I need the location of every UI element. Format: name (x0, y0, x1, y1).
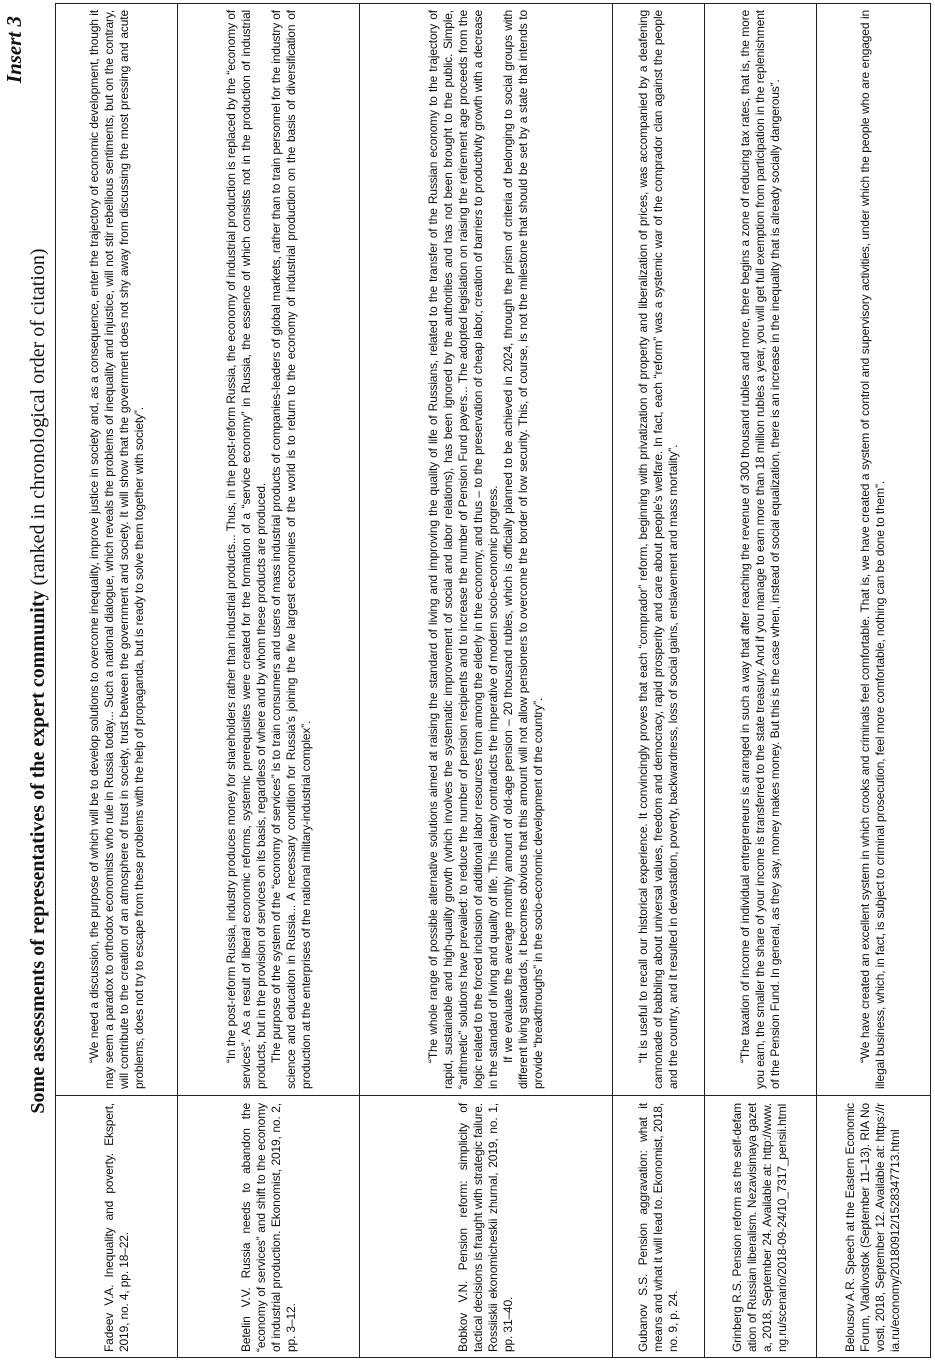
table-title (26, 0, 50, 1362)
quote-cell (612, 4, 704, 1096)
source-cell: Gubanov S.S. Pension aggravation: what it means and what it will lead to. Ekonomist, 2018, no. 9, p. 24. (612, 1096, 704, 1358)
quote-paragraph: If we evaluate the average monthly amount of old-age pension – 20 thousand rubles, which is officially planned to be achieved in 2024, through the prism of criteria of belonging to social groups with different living standards, it becomes obvious that this amount will not allow pensioners to overcome the border of low security. This, of course, is not the milestone that should be set by a state that intends to provide “breakthroughs” in the socio-economic development of the country”. (500, 10, 545, 1089)
source-cell: Fadeev V.A. Inequality and poverty. Ekspert, 2019, no. 4, pp. 18–22. (56, 1096, 178, 1358)
quote-cell (178, 4, 360, 1096)
quote-cell (816, 4, 930, 1096)
table-row (816, 4, 930, 1358)
quote-paragraph: “The taxation of income of individual entrepreneurs is arranged in such a way that after reaching the revenue of 300 thousand rubles and more, there begins a zone of reducing tax rates, that is, the more you earn, the smaller the share of your income is transferred to the state treasury. And if you manage to earn more than 18 million rubles a year, you will get full exemption from participation in the replenishment of the Pension Fund. In general, as they say, money makes money. But this is the case when, instead of social equalization, there is an increase in the inequality that is already socially dangerous”. (737, 10, 782, 1089)
quote-paragraph: “We have created an excellent system in which crooks and criminals feel comfortable. That is, we have created a system of control and supervisory activities, under which the people who are engaged in illegal business, which, in fact, is subject to criminal prosecution, feel more comfortable, nothing can be done to them”. (858, 10, 888, 1089)
quote-paragraph: “We need a discussion, the purpose of which will be to develop solutions to overcome inequality, improve justice in society and, as a consequence, enter the trajectory of economic development, though it may seem a paradox to orthodox economists who rule in Russia today... Such a national dialogue, which reveals the problems of inequality and injustice, will not stir rebellious sentiments, but on the contrary, will contribute to the creation of an atmosphere of trust in society, trust between the government and society. It will show that the government does not shy away from discussing the most pressing and acute problems, does not try to escape from these problems with the help of propaganda, but is ready to solve them together with society”. (86, 10, 146, 1089)
quote-paragraph: “In the post-reform Russia, industry produces money for shareholders rather than industrial products... Thus, in the post-reform Russia, the economy of industrial production is replaced by the “economy of services”. As a result of liberal economic reforms, systemic prerequisites were created for the formation of a “service economy” in Russia, the essence of which consists not in the production of industrial products, but in the provision of services on its basis, regardless of where and by whom these products are produced. (223, 10, 268, 1089)
table-row (56, 4, 178, 1358)
table-row (612, 4, 704, 1358)
source-cell: Belousov A.R. Speech at the Eastern Economic Forum, Vladivostok (September 11–13). RIA Novosti, 2018, September 12. Available at: https://ria.ru/economy/20180912/1528347713.html (816, 1096, 930, 1358)
source-cell: Betelin V.V. Russia needs to abandon the “economy of services” and shift to the economy of industrial production. Ekonomist, 2019, no. 2, pp. 3–12. (178, 1096, 360, 1358)
source-cell: Grinberg R.S. Pension reform as the self-defamation of Russian liberalism. Nezavisimaya gazeta, 2018, September 24. Available at: http://www.ng.ru/scenario/2018-09-24/10_7317_pensii.html (704, 1096, 816, 1358)
quote-cell (359, 4, 612, 1096)
quote-cell (56, 4, 178, 1096)
table-row (704, 4, 816, 1358)
assessments-table (55, 3, 931, 1358)
quote-paragraph: “The whole range of possible alternative solutions aimed at raising the standard of living and improving the quality of life of Russians, related to the transfer of the Russian economy to the trajectory of rapid, sustainable and high-quality growth (which involves the systematic improvement of social and labor relations), has been ignored by the authorities and has not been brought to the public. Simple, “arithmetic” solutions have prevailed: to reduce the number of pension recipients and to increase the number of Pension Fund payers... The adopted legislation on raising the retirement age proceeds from the logic related to the forced inclusion of additional labor resources from among the elderly in the economy, and thus – to the preservation of cheap labor, creation of barriers to productivity growth with a decrease in the standard of living and quality of life. This clearly contradicts the imperative of modern socio-economic progress. (425, 10, 500, 1089)
table-row (359, 4, 612, 1358)
table-title-note: (ranked in chronological order of citation) (27, 248, 49, 586)
quote-cell (704, 4, 816, 1096)
quote-paragraph: “It is useful to recall our historical experience. It convincingly proves that each “comprador” reform, beginning with privatization of property and liberalization of prices, was accompanied by a deafening cannonade of babbling about universal values, freedom and democracy, rapid prosperity and care about people’s welfare. In fact, each “reform” was a systemic war of the comprador clan against the people and the country, and it resulted in devastation, poverty, backwardness, loss of social gains, enslavement and mass mortality”. (635, 10, 680, 1089)
insert-label: Insert 3 (2, 16, 26, 84)
table-row (178, 4, 360, 1358)
table-title-main: Some assessments of representatives of the expert community (27, 590, 49, 1114)
quote-paragraph: The purpose of the system of the “economy of services” is to train consumers and users of mass industrial products of companies-leaders of global markets, rather than to train personnel for the industry of science and education in Russia... A necessary condition for Russia’s joining the five largest economies of the world is to return to the economy of industrial production on the basis of diversification of production at the enterprises of the national military-industrial complex”. (268, 10, 313, 1089)
source-cell: Bobkov V.N. Pension reform: simplicity of tactical decisions is fraught with strategic failure. Rossiiskii ekonomicheskii zhurnal, 2019, no. 1, pp. 31–40. (359, 1096, 612, 1358)
